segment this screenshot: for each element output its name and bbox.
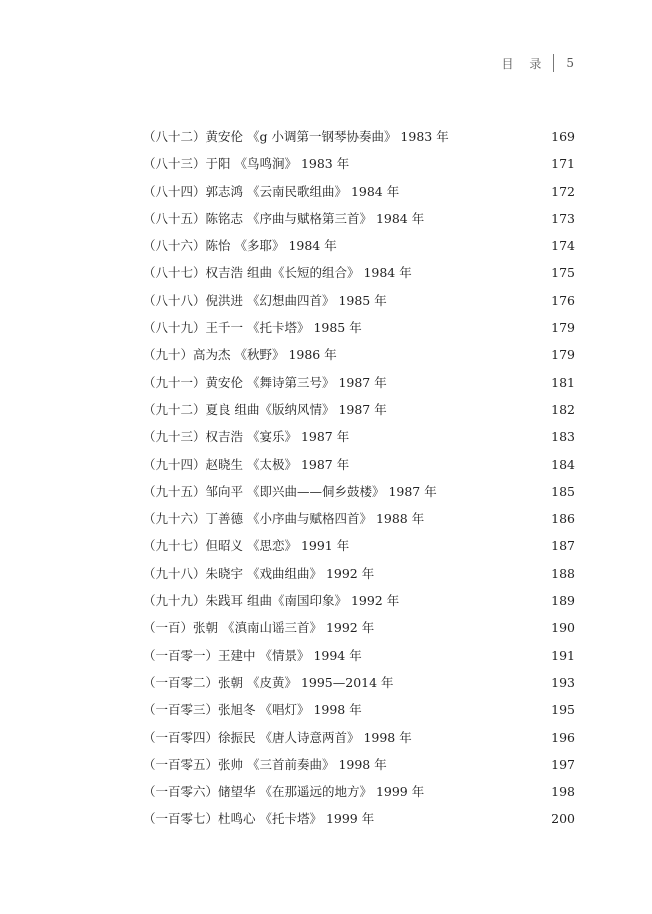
toc-entry-title: （九十八）朱晓宇 《戏曲组曲》 1992 年 [143, 565, 375, 581]
table-of-contents [143, 123, 575, 833]
running-header [502, 54, 574, 72]
toc-entry-page: 200 [551, 811, 575, 827]
toc-entry-page: 197 [551, 756, 575, 772]
toc-entry[interactable] [143, 259, 575, 286]
toc-entry-page: 181 [551, 374, 575, 390]
toc-entry[interactable] [143, 696, 575, 723]
toc-entry[interactable] [143, 614, 575, 641]
toc-entry[interactable] [143, 724, 575, 751]
toc-entry[interactable] [143, 642, 575, 669]
toc-entry-page: 189 [551, 593, 575, 609]
toc-entry[interactable] [143, 560, 575, 587]
section-title: 目 录 [501, 56, 548, 71]
toc-entry-page: 184 [551, 456, 575, 472]
toc-entry-title: （一百零一）王建中 《情景》 1994 年 [143, 647, 362, 663]
toc-entry[interactable] [143, 423, 575, 450]
toc-entry-page: 186 [551, 511, 575, 527]
header-divider [553, 54, 554, 72]
toc-entry-title: （八十四）郭志鸿 《云南民歌组曲》 1984 年 [143, 183, 400, 199]
toc-entry-title: （八十八）倪洪进 《幻想曲四首》 1985 年 [143, 292, 387, 308]
page-number: 5 [566, 56, 574, 70]
toc-entry[interactable] [143, 587, 575, 614]
toc-entry-page: 171 [551, 156, 575, 172]
toc-entry-page: 175 [551, 265, 575, 281]
toc-entry-title: （一百零五）张帅 《三首前奏曲》 1998 年 [143, 756, 387, 772]
toc-entry[interactable] [143, 178, 575, 205]
toc-entry-title: （八十三）于阳 《鸟鸣涧》 1983 年 [143, 156, 350, 172]
toc-entry[interactable] [143, 505, 575, 532]
toc-entry-title: （九十四）赵晓生 《太极》 1987 年 [143, 456, 350, 472]
toc-entry-title: （一百零三）张旭冬 《唱灯》 1998 年 [143, 702, 362, 718]
toc-entry[interactable] [143, 314, 575, 341]
toc-entry-title: （九十七）但昭义 《思恋》 1991 年 [143, 538, 350, 554]
toc-entry-title: （九十二）夏良 组曲《版纳风情》 1987 年 [143, 401, 387, 417]
toc-entry-page: 198 [551, 784, 575, 800]
toc-entry[interactable] [143, 532, 575, 559]
toc-entry-title: （一百零七）杜鸣心 《托卡塔》 1999 年 [143, 811, 375, 827]
toc-entry-page: 188 [551, 565, 575, 581]
toc-entry-title: （一百零二）张朝 《皮黄》 1995—2014 年 [143, 674, 394, 690]
toc-entry[interactable] [143, 751, 575, 778]
toc-entry-page: 191 [551, 647, 575, 663]
toc-entry-page: 195 [551, 702, 575, 718]
toc-entry-page: 179 [551, 347, 575, 363]
toc-entry-page: 187 [551, 538, 575, 554]
toc-entry-title: （九十六）丁善德 《小序曲与赋格四首》 1988 年 [143, 511, 425, 527]
toc-entry-title: （九十一）黄安伦 《舞诗第三号》 1987 年 [143, 374, 387, 390]
toc-entry-page: 169 [551, 129, 575, 144]
toc-entry-title: （八十五）陈铭志 《序曲与赋格第三首》 1984 年 [143, 210, 425, 226]
toc-entry-page: 179 [551, 320, 575, 336]
toc-entry-title: （一百零四）徐振民 《唐人诗意两首》 1998 年 [143, 729, 412, 745]
toc-entry[interactable] [143, 805, 575, 832]
toc-entry-title: （九十三）权吉浩 《宴乐》 1987 年 [143, 429, 350, 445]
toc-entry-title: （九十五）邹向平 《即兴曲——侗乡鼓楼》 1987 年 [143, 483, 437, 499]
toc-entry-page: 196 [551, 729, 575, 745]
toc-entry[interactable] [143, 478, 575, 505]
toc-entry-page: 172 [551, 183, 575, 199]
toc-entry-title: （八十二）黄安伦 《g 小调第一钢琴协奏曲》 1983 年 [143, 129, 449, 144]
toc-entry-page: 183 [551, 429, 575, 445]
toc-entry-title: （八十九）王千一 《托卡塔》 1985 年 [143, 320, 362, 336]
toc-entry[interactable] [143, 205, 575, 232]
toc-entry-page: 174 [551, 238, 575, 254]
toc-entry-title: （八十六）陈怡 《多耶》 1984 年 [143, 238, 337, 254]
toc-entry-page: 185 [551, 483, 575, 499]
toc-entry[interactable] [143, 232, 575, 259]
toc-entry-title: （一百零六）储望华 《在那遥远的地方》 1999 年 [143, 784, 425, 800]
toc-entry[interactable] [143, 451, 575, 478]
toc-entry-page: 193 [551, 674, 575, 690]
toc-entry-title: （八十七）权吉浩 组曲《长短的组合》 1984 年 [143, 265, 412, 281]
toc-entry-page: 190 [551, 620, 575, 636]
toc-entry[interactable] [143, 369, 575, 396]
toc-entry[interactable] [143, 150, 575, 177]
toc-entry[interactable] [143, 123, 575, 150]
toc-entry[interactable] [143, 778, 575, 805]
toc-entry-title: （九十）高为杰 《秋野》 1986 年 [143, 347, 337, 363]
toc-entry[interactable] [143, 287, 575, 314]
toc-entry[interactable] [143, 341, 575, 368]
toc-entry-title: （九十九）朱践耳 组曲《南国印象》 1992 年 [143, 593, 400, 609]
toc-entry-title: （一百）张朝 《滇南山谣三首》 1992 年 [143, 620, 375, 636]
toc-entry[interactable] [143, 396, 575, 423]
toc-entry-page: 182 [551, 401, 575, 417]
toc-entry-page: 173 [551, 210, 575, 226]
toc-entry-page: 176 [551, 292, 575, 308]
toc-entry[interactable] [143, 669, 575, 696]
